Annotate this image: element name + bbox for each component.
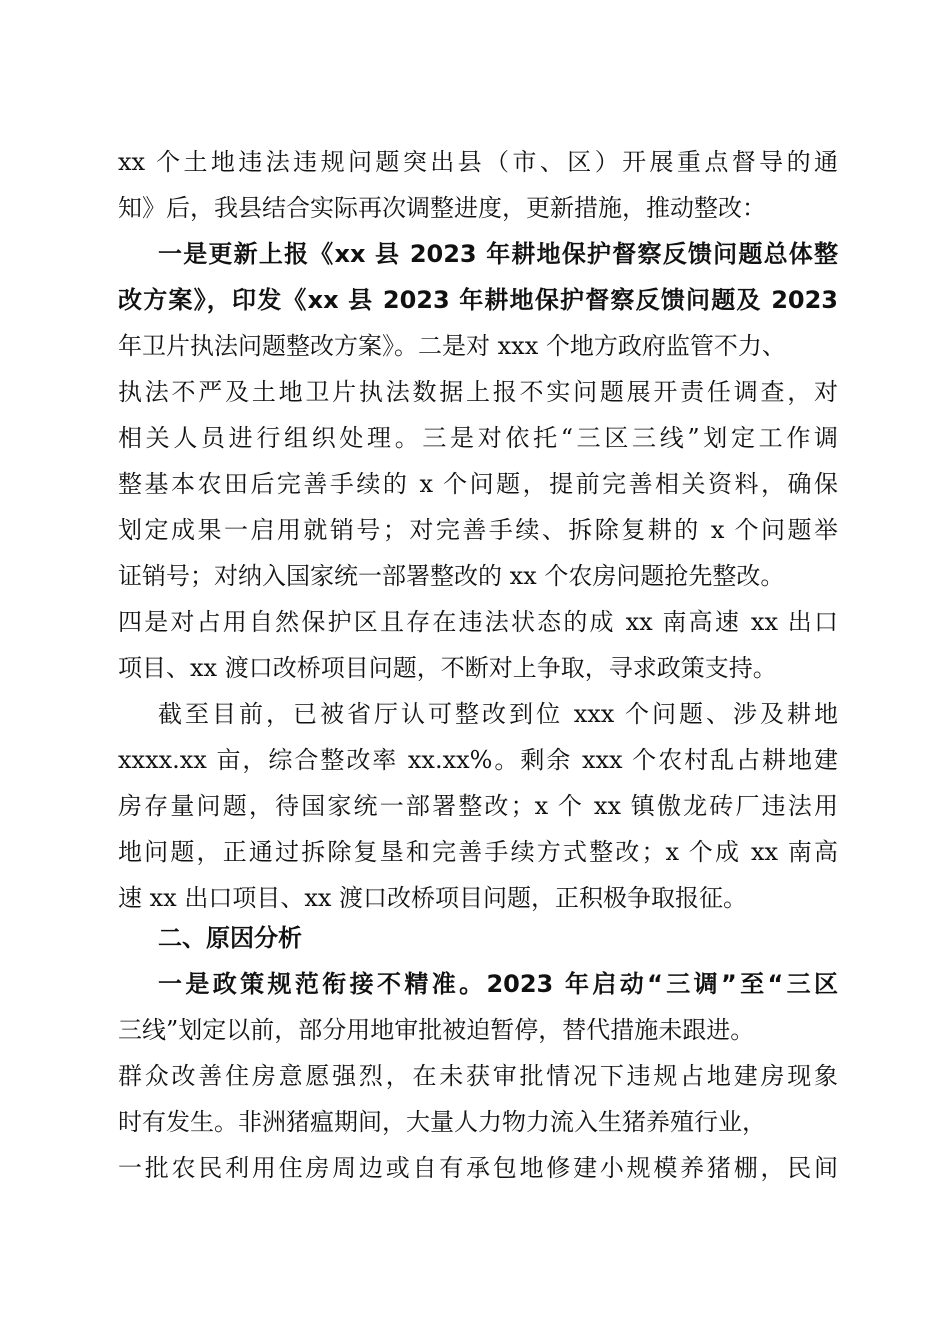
section-heading: 二、原因分析	[158, 924, 302, 952]
paragraph-line: 证销号；对纳入国家统一部署整改的 xx 个农房问题抢先整改。	[118, 562, 785, 590]
paragraph-line: 房存量问题，待国家统一部署整改；x 个 xx 镇傲龙砖厂违法用	[118, 792, 838, 820]
paragraph-line: xxxx.xx 亩，综合整改率 xx.xx%。剩余 xxx 个农村乱占耕地建	[118, 746, 838, 774]
paragraph-line: 时有发生。非洲猪瘟期间，大量人力物力流入生猪养殖行业，	[118, 1108, 766, 1136]
paragraph-line: 知》后，我县结合实际再次调整进度，更新措施，推动整改：	[118, 194, 766, 222]
paragraph-line: 一是政策规范衔接不精准。2023 年启动“三调”至“三区	[158, 970, 838, 998]
paragraph-line: 一批农民利用住房周边或自有承包地修建小规模养猪棚，民间	[118, 1154, 838, 1182]
paragraph-line: 地问题，正通过拆除复垦和完善手续方式整改；x 个成 xx 南高	[118, 838, 838, 866]
paragraph-line: 群众改善住房意愿强烈，在未获审批情况下违规占地建房现象	[118, 1062, 838, 1090]
paragraph-line: 项目、xx 渡口改桥项目问题，不断对上争取，寻求政策支持。	[118, 654, 777, 682]
paragraph-line: 三线”划定以前，部分用地审批被迫暂停，替代措施未跟进。	[118, 1016, 755, 1044]
paragraph-line: 划定成果一启用就销号；对完善手续、拆除复耕的 x 个问题举	[118, 516, 838, 544]
paragraph-line: xx 个土地违法违规问题突出县（市、区）开展重点督导的通	[118, 148, 838, 176]
paragraph-line: 四是对占用自然保护区且存在违法状态的成 xx 南高速 xx 出口	[118, 608, 838, 636]
paragraph-line: 改方案》，印发《xx 县 2023 年耕地保护督察反馈问题及 2023	[118, 286, 838, 314]
paragraph-line: 执法不严及土地卫片执法数据上报不实问题展开责任调查，对	[118, 378, 838, 406]
paragraph-line: 整基本农田后完善手续的 x 个问题，提前完善相关资料，确保	[118, 470, 838, 498]
paragraph-line: 速 xx 出口项目、xx 渡口改桥项目问题，正积极争取报征。	[118, 884, 748, 912]
paragraph-line: 一是更新上报《xx 县 2023 年耕地保护督察反馈问题总体整	[158, 240, 838, 268]
paragraph-line: 截至目前，已被省厅认可整改到位 xxx 个问题、涉及耕地	[158, 700, 838, 728]
paragraph-line: 年卫片执法问题整改方案》。二是对 xxx 个地方政府监管不力、	[118, 332, 786, 360]
paragraph-line: 相关人员进行组织处理。三是对依托“三区三线”划定工作调	[118, 424, 838, 452]
